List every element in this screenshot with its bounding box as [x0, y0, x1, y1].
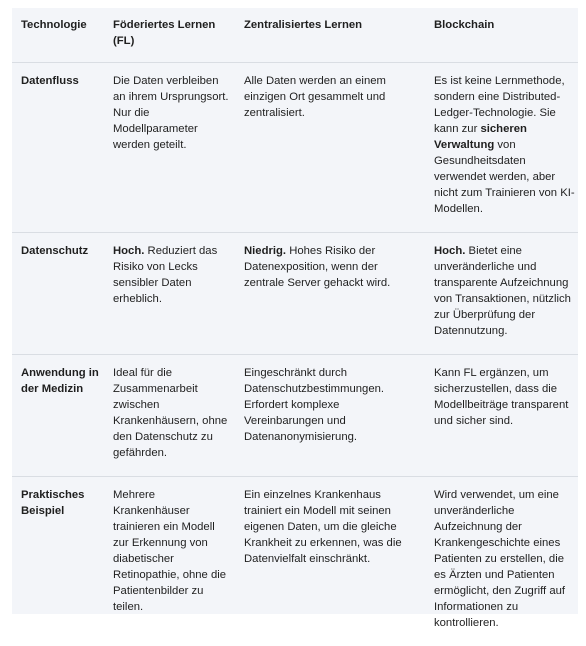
row-label: Datenfluss	[12, 63, 104, 233]
cell-bold-text: Niedrig.	[244, 245, 286, 257]
cell-bold-text: Hoch.	[434, 245, 465, 257]
row-label: Praktisches Beispiel	[12, 477, 104, 646]
cell-text: Die Daten verbleiben an ihrem Ursprungsort. Nur die Modellparameter werden geteilt.	[113, 75, 229, 151]
table-row	[12, 477, 578, 646]
cell-federated-learning	[104, 63, 234, 233]
cell-bold-text: Hoch.	[113, 245, 144, 257]
cell-centralized-learning	[234, 477, 422, 646]
header-centralized-learning: Zentralisiertes Lernen	[234, 8, 422, 63]
cell-centralized-learning	[234, 63, 422, 233]
comparison-table-container	[12, 8, 578, 614]
cell-text-pre: Kann FL ergänzen, um sicherzustellen, dass die Modellbeiträge transparent und sicher sind.	[434, 367, 568, 427]
row-label: Anwendung in der Medizin	[12, 355, 104, 477]
cell-blockchain	[422, 233, 578, 355]
cell-text: Alle Daten werden an einem einzigen Ort gesammelt und zentralisiert.	[244, 75, 386, 119]
cell-text: Reduziert das Risiko von Lecks sensibler Daten erheblich.	[113, 245, 217, 305]
header-blockchain: Blockchain	[422, 8, 578, 63]
cell-text: Ideal für die Zusammenarbeit zwischen Krankenhäusern, ohne den Datenschutz zu gefährden.	[113, 367, 227, 459]
header-technology: Technologie	[12, 8, 104, 63]
table-row	[12, 63, 578, 233]
cell-federated-learning	[104, 477, 234, 646]
cell-centralized-learning	[234, 233, 422, 355]
table-row	[12, 355, 578, 477]
cell-federated-learning	[104, 233, 234, 355]
header-federated-learning: Föderiertes Lernen (FL)	[104, 8, 234, 63]
comparison-table	[12, 8, 578, 646]
cell-text: Hohes Risiko der Datenexposition, wenn der zentrale Server gehackt wird.	[244, 245, 390, 289]
cell-blockchain	[422, 63, 578, 233]
cell-blockchain	[422, 355, 578, 477]
cell-blockchain	[422, 477, 578, 646]
row-label: Datenschutz	[12, 233, 104, 355]
table-header-row	[12, 8, 578, 63]
cell-text-pre: Es ist keine Lernmethode, sondern eine Distributed-Ledger-Technologie. Sie kann zur	[434, 75, 565, 135]
cell-text: Mehrere Krankenhäuser trainieren ein Modell zur Erkennung von diabetischer Retinopathie, ohne die Patientenbilder zu teilen.	[113, 489, 226, 613]
cell-text-post: von Gesundheitsdaten verwendet werden, aber nicht zum Trainieren von KI-Modellen.	[434, 139, 575, 215]
cell-centralized-learning	[234, 355, 422, 477]
cell-text: Eingeschränkt durch Datenschutzbestimmungen. Erfordert komplexe Vereinbarungen und Datenanonymisierung.	[244, 367, 384, 443]
cell-bold-text: sicheren Verwaltung	[434, 123, 527, 151]
cell-text-pre: Wird verwendet, um eine unveränderliche Aufzeichnung der Krankengeschichte eines Patienten zu erstellen, die es Ärzten und Patienten ermöglicht, den Zugriff auf Informationen zu kontrollieren.	[434, 489, 565, 629]
cell-federated-learning	[104, 355, 234, 477]
cell-text-post: Bietet eine unveränderliche und transparente Aufzeichnung von Transaktionen, nützlich zur Überprüfung der Datennutzung.	[434, 245, 571, 337]
table-row	[12, 233, 578, 355]
cell-text: Ein einzelnes Krankenhaus trainiert ein Modell mit seinen eigenen Daten, um die gleiche Krankheit zu erkennen, was die Datenvielfalt einschränkt.	[244, 489, 402, 565]
